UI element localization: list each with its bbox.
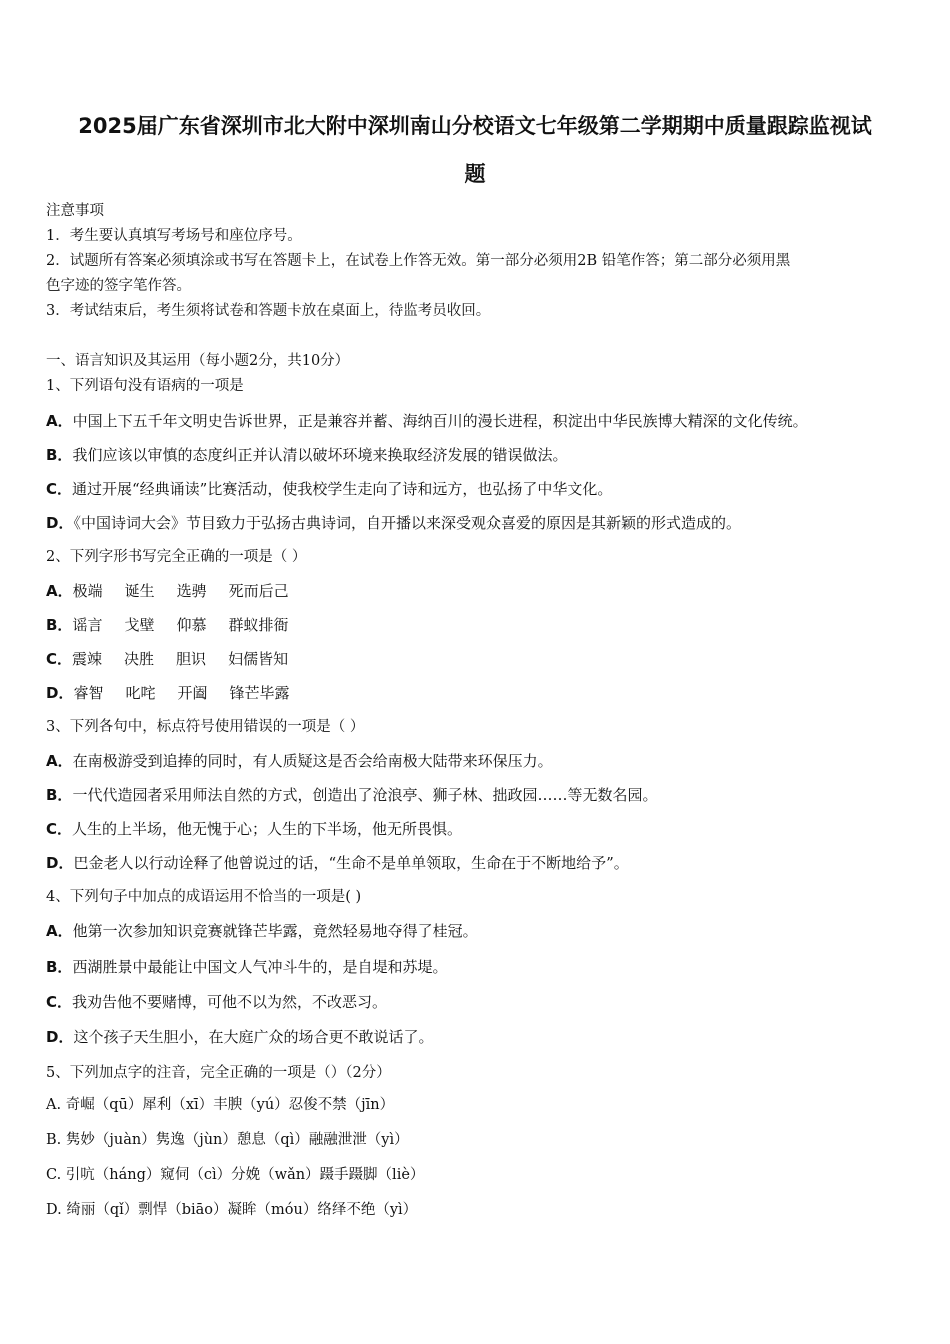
question-5-option-b: B. 隽妙（juàn）隽逸（jùn）憩息（qì）融融泄泄（yì） [46,1132,409,1148]
question-3-option-a: A．在南极游受到追捧的同时，有人质疑这是否会给南极大陆带来环保压力。 [46,752,553,770]
question-4-option-d: D．这个孩子天生胆小，在大庭广众的场合更不敢说话了。 [46,1028,434,1046]
section-heading: 一、语言知识及其运用（每小题2分，共10分） [46,353,350,369]
notice-item-2: 2．试题所有答案必须填涂或书写在答题卡上，在试卷上作答无效。第一部分必须用2B 铅笔作答；第二部分必须用黑 [46,253,791,269]
question-5-stem: 5、下列加点字的注音，完全正确的一项是（）（2分） [46,1065,391,1081]
question-4-option-c: C．我劝告他不要赌博，可他不以为然，不改恶习。 [46,993,388,1011]
question-1-stem: 1、下列语句没有语病的一项是 [46,378,244,394]
question-4-option-b: B．西湖胜景中最能让中国文人气冲斗牛的，是自堤和苏堤。 [46,958,448,976]
question-3-option-c: C．人生的上半场，他无愧于心；人生的下半场，他无所畏惧。 [46,820,463,838]
exam-title-line2: 题 [464,162,486,186]
question-2-option-a: A．极端 诞生 选骋 死而后己 [46,582,289,600]
notice-item-3: 3．考试结束后，考生须将试卷和答题卡放在桌面上，待监考员收回。 [46,303,491,319]
notice-heading: 注意事项 [46,203,104,219]
question-3-option-b: B．一代代造园者采用师法自然的方式，创造出了沧浪亭、狮子林、拙政园……等无数名园。 [46,786,658,804]
question-2-option-d: D．睿智 叱咤 开阖 锋芒毕露 [46,684,290,702]
question-2-option-c: C．震竦 决胜 胆识 妇儒皆知 [46,650,289,668]
question-1-option-b: B．我们应该以审慎的态度纠正并认清以破坏环境来换取经济发展的错误做法。 [46,446,568,464]
question-4-stem: 4、下列句子中加点的成语运用不恰当的一项是( ) [46,889,362,905]
question-5-option-c: C. 引吭（háng）窥伺（cì）分娩（wǎn）蹑手蹑脚（liè） [46,1167,425,1183]
notice-item-1: 1．考生要认真填写考场号和座位序号。 [46,228,302,244]
question-3-stem: 3、下列各句中，标点符号使用错误的一项是（ ） [46,719,365,735]
question-1-option-c: C．通过开展“经典诵读”比赛活动，使我校学生走向了诗和远方，也弘扬了中华文化。 [46,480,613,498]
question-3-option-d: D．巴金老人以行动诠释了他曾说过的话，“生命不是单单领取，生命在于不断地给予”。 [46,854,629,872]
question-1-option-d: D．《中国诗词大会》节目致力于弘扬古典诗词，自开播以来深受观众喜爱的原因是其新颖的形式造成的。 [46,514,741,532]
question-5-option-a: A. 奇崛（qū）犀利（xī）丰腴（yú）忍俊不禁（jīn） [46,1097,395,1113]
notice-item-2-cont: 色字迹的签字笔作答。 [46,278,191,294]
question-4-option-a: A．他第一次参加知识竞赛就锋芒毕露，竟然轻易地夺得了桂冠。 [46,922,478,940]
question-2-stem: 2、下列字形书写完全正确的一项是（ ） [46,549,307,565]
question-1-option-a: A．中国上下五千年文明史告诉世界，正是兼容并蓄、海纳百川的漫长进程，积淀出中华民族博大精深的文化传统。 [46,412,808,430]
question-5-option-d: D. 绮丽（qǐ）剽悍（biāo）凝眸（móu）络绎不绝（yì） [46,1202,418,1218]
exam-title-line1: 2025届广东省深圳市北大附中深圳南山分校语文七年级第二学期期中质量跟踪监视试 [78,114,872,138]
question-2-option-b: B．谣言 戈壁 仰慕 群蚁排衙 [46,616,289,634]
